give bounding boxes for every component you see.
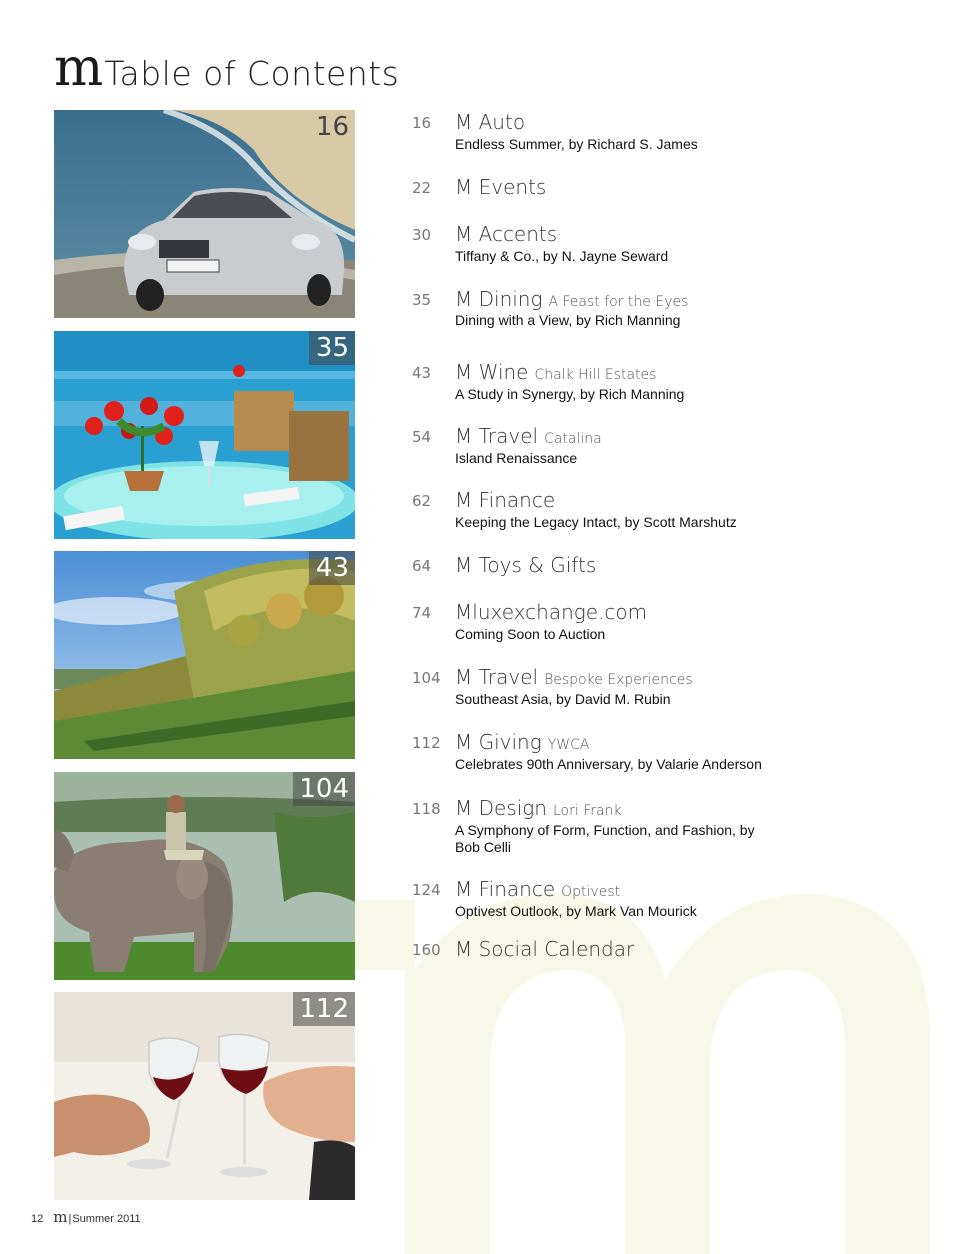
toc-page-number: 35 xyxy=(412,291,432,309)
toc-page-number: 124 xyxy=(412,881,441,899)
toc-section-title: M Finance xyxy=(455,877,556,901)
page-footer xyxy=(31,1208,141,1226)
toc-section xyxy=(455,222,557,246)
toc-section-title: M Travel xyxy=(455,665,539,689)
toc-description: Optivest Outlook, by Mark Van Mourick xyxy=(455,903,697,919)
title-text: Table of Contents xyxy=(104,54,400,93)
toc-section-title: M Social Calendar xyxy=(455,937,635,961)
toc-description: A Study in Synergy, by Rich Manning xyxy=(455,386,685,402)
toc-page-number: 43 xyxy=(412,364,432,382)
toc-subtitle: Catalina xyxy=(544,431,602,447)
toc-section-title: M Auto xyxy=(455,110,526,134)
photo-page-tag: 104 xyxy=(293,772,355,806)
toc-section xyxy=(455,110,525,134)
magazine-logo: m xyxy=(54,38,101,98)
toc-description: Keeping the Legacy Intact, by Scott Marshutz xyxy=(455,514,737,530)
toc-subtitle: A Feast for the Eyes xyxy=(548,294,689,310)
toc-section-title: M Accents xyxy=(455,222,558,246)
toc-section xyxy=(455,360,656,384)
toc-page-number: 30 xyxy=(412,226,432,244)
toc-section xyxy=(455,488,555,512)
toc-subtitle: YWCA xyxy=(547,737,590,753)
toc-subtitle: Optivest xyxy=(561,884,621,900)
footer-divider: | xyxy=(68,1213,72,1225)
photo-travel[interactable] xyxy=(54,772,355,980)
toc-section-title: M Giving xyxy=(455,730,542,754)
toc-description: Southeast Asia, by David M. Rubin xyxy=(455,691,671,707)
toc-description: A Symphony of Form, Function, and Fashion, by Bob Celli xyxy=(455,822,755,855)
photo-page-tag: 43 xyxy=(309,551,355,585)
toc-page-number: 112 xyxy=(412,734,441,752)
photo-wine[interactable] xyxy=(54,551,355,759)
toc-subtitle: Chalk Hill Estates xyxy=(534,367,657,383)
toc-section-title: M Toys & Gifts xyxy=(455,553,597,577)
toc-section-title: M Events xyxy=(455,175,547,199)
toc-section xyxy=(455,287,688,311)
toc-description: Island Renaissance xyxy=(455,450,578,466)
toc-section xyxy=(455,600,647,624)
toc-subtitle: Lori Frank xyxy=(552,803,622,819)
toc-section xyxy=(455,877,620,901)
toc-description: Endless Summer, by Richard S. James xyxy=(455,136,698,152)
photo-dining[interactable] xyxy=(54,331,355,539)
footer-logo: m xyxy=(53,1208,68,1226)
toc-section-title: M Finance xyxy=(455,488,556,512)
toc-page-number: 16 xyxy=(412,114,432,132)
toc-description: Dining with a View, by Rich Manning xyxy=(455,312,681,328)
toc-section-title: M Design xyxy=(455,796,547,820)
toc-page-number: 22 xyxy=(412,179,432,197)
toc-subtitle: Bespoke Experiences xyxy=(544,672,693,688)
toc-section-title: M Wine xyxy=(455,360,529,384)
toc-page-number: 62 xyxy=(412,492,432,510)
toc-page-number: 104 xyxy=(412,669,441,687)
photo-page-tag: 112 xyxy=(293,992,355,1026)
photo-auto[interactable] xyxy=(54,110,355,318)
toc-section xyxy=(455,424,602,448)
toc-section xyxy=(455,665,693,689)
footer-page-number: 12 xyxy=(31,1213,44,1225)
toc-section xyxy=(455,553,596,577)
toc-section xyxy=(455,937,634,961)
toc-section xyxy=(455,730,590,754)
toc-section xyxy=(455,796,622,820)
toc-description: Coming Soon to Auction xyxy=(455,626,606,642)
toc-section-title: Mluxexchange.com xyxy=(455,600,648,624)
toc-description: Celebrates 90th Anniversary, by Valarie Anderson xyxy=(455,756,762,772)
watermark-m-logo xyxy=(345,880,945,1254)
toc-page-number: 64 xyxy=(412,557,432,575)
toc-section-title: M Dining xyxy=(455,287,543,311)
footer-issue: Summer 2011 xyxy=(72,1213,141,1225)
toc-page-number: 160 xyxy=(412,941,441,959)
photo-page-tag: 35 xyxy=(309,331,355,365)
toc-page-number: 74 xyxy=(412,604,432,622)
photo-giving[interactable] xyxy=(54,992,355,1200)
toc-section-title: M Travel xyxy=(455,424,539,448)
page-title xyxy=(54,38,400,98)
toc-section xyxy=(455,175,546,199)
toc-description: Tiffany & Co., by N. Jayne Seward xyxy=(455,248,669,264)
toc-page-number: 54 xyxy=(412,428,432,446)
photo-page-tag: 16 xyxy=(315,112,349,142)
toc-page-number: 118 xyxy=(412,800,441,818)
